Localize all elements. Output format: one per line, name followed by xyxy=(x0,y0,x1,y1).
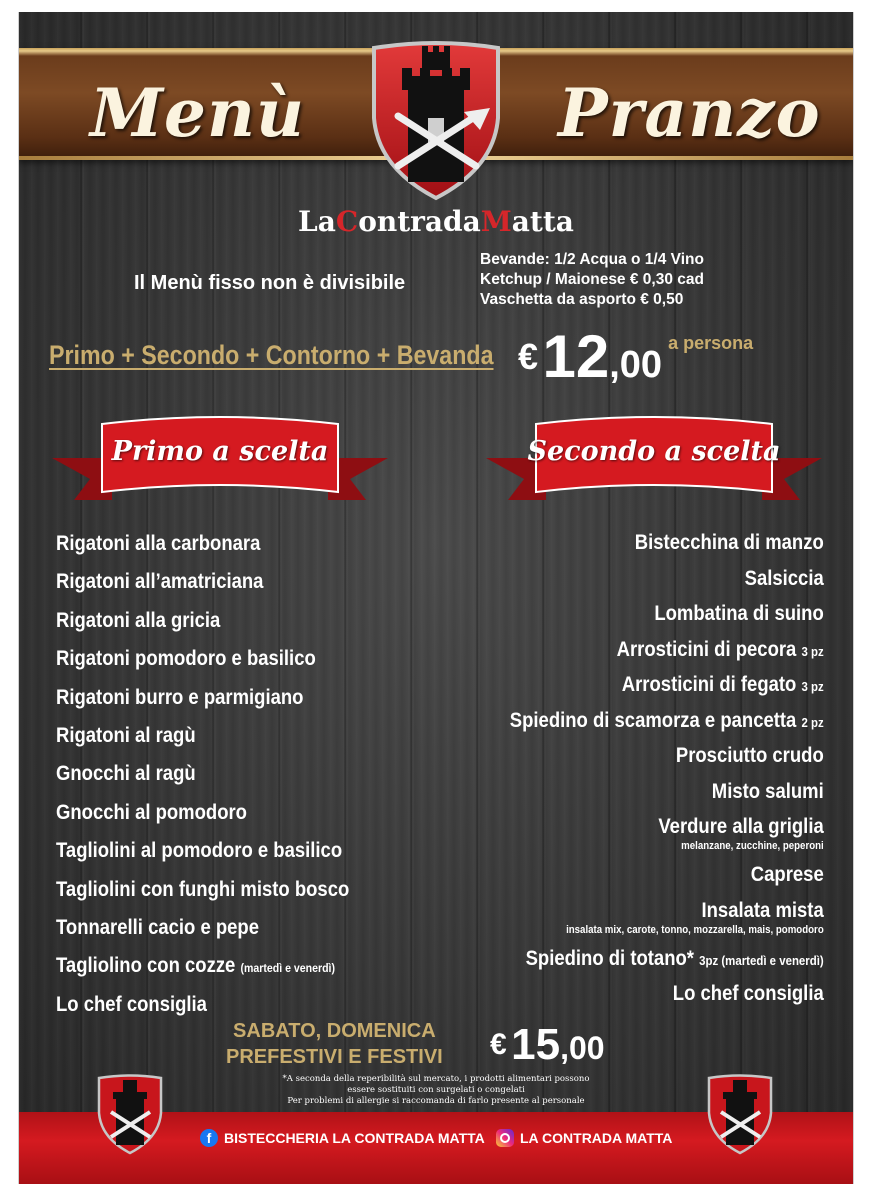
section-primo-title: Primo a scelta xyxy=(111,436,329,467)
title-pranzo: Pranzo xyxy=(558,74,821,152)
trim-line xyxy=(853,12,854,1184)
menu-poster xyxy=(18,12,854,1184)
combo-offer: Primo + Secondo + Contorno + Bevanda xyxy=(49,340,494,370)
list-item: Rigatoni pomodoro e basilico xyxy=(56,647,316,671)
list-item: Tagliolini al pomodoro e basilico xyxy=(56,839,343,863)
list-item xyxy=(510,637,824,673)
item-qty: 3 pz xyxy=(801,679,824,694)
disclaimer-line: *A seconda della reperibilità sul mercato, i prodotti alimentari possono xyxy=(282,1074,590,1084)
list-item: Rigatoni all’amatriciana xyxy=(56,570,264,594)
extras-line: Vaschetta da asporto € 0,50 xyxy=(480,291,684,308)
list-item xyxy=(510,601,824,637)
list-item: Rigatoni alla gricia xyxy=(56,608,221,632)
item-name: Caprese xyxy=(751,863,824,886)
item-name: Prosciutto crudo xyxy=(676,744,824,767)
list-item: Tonnarelli cacio e pepe xyxy=(56,915,260,939)
item-description: insalata mix, carote, tonno, mozzarella, mais, pomodoro xyxy=(566,923,824,936)
ribbon-primo xyxy=(52,414,388,506)
instagram-link[interactable] xyxy=(496,1129,672,1147)
list-item: Gnocchi al ragù xyxy=(56,762,196,786)
item-note: (martedì e venerdì) xyxy=(240,961,335,976)
item-name: Arrosticini di fegato xyxy=(622,673,797,696)
list-item xyxy=(510,743,824,779)
item-name: Misto salumi xyxy=(712,779,824,803)
list-item xyxy=(510,814,824,862)
facebook-label: BISTECCHERIA LA CONTRADA MATTA xyxy=(224,1130,485,1146)
weekend-line: SABATO, DOMENICA xyxy=(233,1020,436,1042)
disclaimer-line: essere sostituiti con surgelati o congelati xyxy=(347,1085,525,1095)
extras-line: Ketchup / Maionese € 0,30 cad xyxy=(480,271,704,288)
item-name: Tagliolino con cozze xyxy=(56,954,236,978)
title-menu: Menù xyxy=(90,74,306,152)
primi-list xyxy=(56,530,389,1029)
extras-info xyxy=(480,250,704,310)
instagram-label: LA CONTRADA MATTA xyxy=(520,1130,673,1146)
section-secondo-title: Secondo a scelta xyxy=(527,436,781,467)
list-item: Rigatoni alla carbonara xyxy=(56,532,261,555)
facebook-link[interactable] xyxy=(200,1129,485,1147)
weekend-note xyxy=(226,1018,443,1070)
item-qty: 3pz (martedì e venerdì) xyxy=(699,952,824,968)
weekend-line: PREFESTIVI E FESTIVI xyxy=(226,1046,443,1068)
list-item xyxy=(56,952,349,990)
item-name: Lombatina di suino xyxy=(654,602,824,625)
item-qty: 3 pz xyxy=(801,643,824,659)
instagram-icon xyxy=(496,1129,514,1147)
list-item: Gnocchi al pomodoro xyxy=(56,800,247,824)
castle-crest-icon xyxy=(706,1072,774,1156)
list-item xyxy=(510,708,824,744)
castle-crest-icon xyxy=(96,1072,164,1156)
extras-line: Bevande: 1/2 Acqua o 1/4 Vino xyxy=(480,251,704,268)
disclaimer-line: Per problemi di allergie si raccomanda di farlo presente al personale xyxy=(287,1096,585,1106)
facebook-icon: f xyxy=(200,1129,218,1147)
item-name: Lo chef consiglia xyxy=(673,982,824,1005)
list-item xyxy=(510,779,824,815)
item-description: melanzane, zucchine, peperoni xyxy=(681,840,824,852)
list-item: Rigatoni al ragù xyxy=(56,723,196,747)
menu-price: € 12,00a persona xyxy=(518,323,754,390)
list-item xyxy=(510,530,824,566)
item-name: Verdure alla griglia xyxy=(658,815,824,838)
secondi-list xyxy=(467,530,824,1017)
weekend-price: € 15,00 xyxy=(490,1020,605,1069)
list-item xyxy=(510,672,824,708)
brand-logo: LaContradaMatta xyxy=(298,205,574,238)
list-item xyxy=(510,566,824,602)
item-qty: 2 pz xyxy=(801,714,824,730)
castle-crest-icon xyxy=(368,38,504,202)
not-divisible-note: Il Menù fisso non è divisibile xyxy=(134,272,406,294)
item-name: Spiedino di totano* xyxy=(525,946,695,970)
list-item: Rigatoni burro e parmigiano xyxy=(56,685,304,709)
list-item xyxy=(510,862,824,898)
list-item: Tagliolini con funghi misto bosco xyxy=(56,877,350,901)
list-item xyxy=(510,898,824,946)
item-name: Arrosticini di pecora xyxy=(616,637,797,661)
item-name: Insalata mista xyxy=(701,898,824,922)
list-item: Lo chef consiglia xyxy=(56,992,207,1016)
item-name: Bistecchina di manzo xyxy=(635,531,824,554)
list-item xyxy=(510,946,824,982)
item-name: Salsiccia xyxy=(744,566,824,590)
list-item xyxy=(510,981,824,1017)
trim-line xyxy=(18,12,19,1184)
disclaimer xyxy=(258,1074,614,1107)
item-name: Spiedino di scamorza e pancetta xyxy=(510,708,797,732)
ribbon-secondo xyxy=(486,414,822,506)
